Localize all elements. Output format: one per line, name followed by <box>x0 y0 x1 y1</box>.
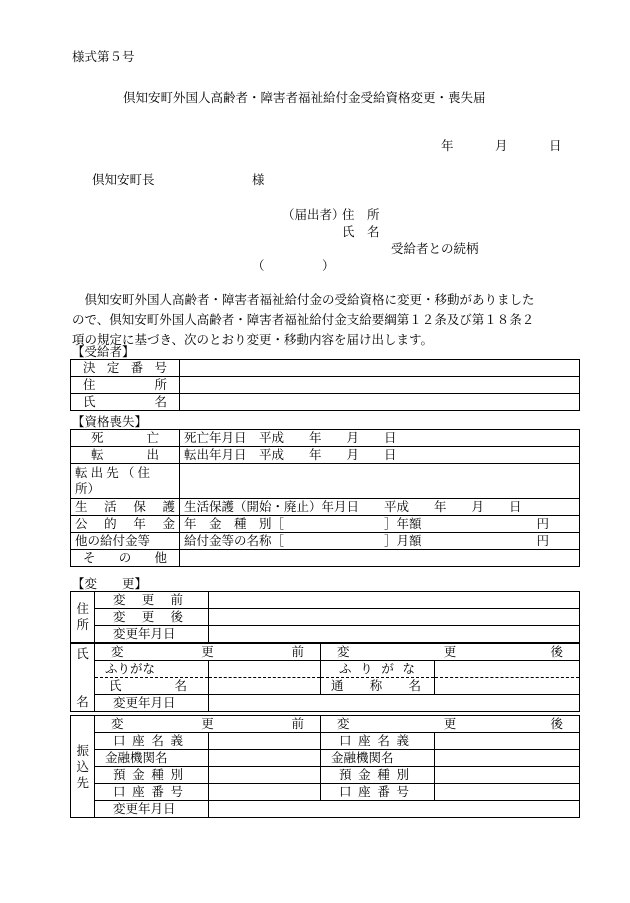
deposit-type-before-field[interactable] <box>209 767 321 784</box>
bank-name-after-label: 金融機関名 <box>321 750 435 767</box>
table-row <box>71 626 580 643</box>
name-before-field[interactable] <box>209 678 321 695</box>
other-benefit-text: 給付金等の名称［ ］月額 円 <box>180 533 580 550</box>
form-title: 倶知安町外国人高齢者・障害者福祉給付金受給資格変更・喪失届 <box>123 90 486 105</box>
body-line-1: 倶知安町外国人高齢者・障害者福祉給付金の受給資格に変更・移動がありました <box>84 292 535 307</box>
table-row <box>71 430 580 447</box>
address-before-label: 変 更 前 <box>95 592 209 609</box>
change-address-table <box>70 591 580 643</box>
loss-table <box>70 429 580 567</box>
account-number-before-field[interactable] <box>209 784 321 801</box>
decision-number-label: 決 定 番 号 <box>71 360 180 377</box>
bank-name-before-field[interactable] <box>209 750 321 767</box>
table-row <box>71 733 580 750</box>
address-date-field[interactable] <box>209 626 580 643</box>
name-group-label: 氏 名 <box>71 644 95 712</box>
welfare-date-text: 生活保護（開始・廃止）年月日 平成 年 月 日 <box>180 499 580 516</box>
account-holder-after-label: 口 座 名 義 <box>321 733 435 750</box>
loss-heading: 【資格喪失】 <box>72 414 148 429</box>
table-row <box>71 592 580 609</box>
date-month: 月 <box>495 138 508 153</box>
bank-date-field[interactable] <box>209 801 580 818</box>
furigana-before-field[interactable] <box>209 661 321 678</box>
account-number-after-label: 口 座 番 号 <box>321 784 435 801</box>
deposit-type-after-label: 預 金 種 別 <box>321 767 435 784</box>
name-date-label: 変更年月日 <box>95 695 209 712</box>
death-date-text: 死亡年月日 平成 年 月 日 <box>180 430 580 447</box>
date-year: 年 <box>441 138 454 153</box>
pension-label: 公 的 年 金 <box>71 516 180 533</box>
alias-label: 通 称 名 <box>321 678 435 695</box>
destination-field[interactable] <box>180 464 580 499</box>
table-row <box>71 550 580 567</box>
deposit-type-after-field[interactable] <box>435 767 580 784</box>
table-row <box>71 447 580 464</box>
relation-paren-close: ） <box>322 258 335 273</box>
table-row <box>71 801 580 818</box>
recipient-name-label: 氏 名 <box>71 394 180 411</box>
body-line-3: 項の規定に基づき、次のとおり変更・移動内容を届け出します。 <box>72 332 434 347</box>
table-row <box>71 377 580 394</box>
deposit-type-label: 預 金 種 別 <box>95 767 209 784</box>
table-row <box>71 750 580 767</box>
table-row <box>71 695 580 712</box>
name-label: 氏 名 <box>95 678 209 695</box>
pension-text: 年 金 種 別［ ］年額 円 <box>180 516 580 533</box>
bank-before-header: 変 更 前 <box>95 716 321 733</box>
account-number-after-field[interactable] <box>435 784 580 801</box>
addressee-name: 倶知安町長 <box>92 172 155 187</box>
address-after-field[interactable] <box>209 609 580 626</box>
bank-date-label: 変更年月日 <box>95 801 209 818</box>
bank-after-header: 変 更 後 <box>321 716 580 733</box>
notifier-role: （届出者） <box>282 207 345 222</box>
form-number: 様式第５号 <box>72 49 135 64</box>
table-row <box>71 678 580 695</box>
addressee-suffix: 様 <box>252 172 265 187</box>
bank-name-after-field[interactable] <box>435 750 580 767</box>
notifier-name-label: 氏 名 <box>342 224 380 239</box>
other-benefit-label: 他の給付金等 <box>71 533 180 550</box>
account-number-label: 口 座 番 号 <box>95 784 209 801</box>
table-row <box>71 533 580 550</box>
change-name-table <box>70 643 580 712</box>
other-label: そ の 他 <box>71 550 180 567</box>
furigana-after-label: ふ り が な <box>321 661 435 678</box>
table-row <box>71 516 580 533</box>
address-after-label: 変 更 後 <box>95 609 209 626</box>
bank-name-label: 金融機関名 <box>95 750 209 767</box>
table-row <box>71 644 580 661</box>
address-date-label: 変更年月日 <box>95 626 209 643</box>
name-before-header: 変 更 前 <box>95 644 321 661</box>
table-row <box>71 499 580 516</box>
address-group-label: 住所 <box>71 592 95 643</box>
account-holder-before-field[interactable] <box>209 733 321 750</box>
change-heading: 【変 更】 <box>72 576 148 591</box>
moveout-label: 転 出 <box>71 447 180 464</box>
destination-label: 転出先（住 所） <box>71 464 180 499</box>
table-row <box>71 394 580 411</box>
table-row <box>71 609 580 626</box>
recipient-address-label: 住 所 <box>71 377 180 394</box>
notifier-relation-label: 受給者との続柄 <box>391 241 479 256</box>
address-before-field[interactable] <box>209 592 580 609</box>
welfare-label: 生 活 保 護 <box>71 499 180 516</box>
furigana-label: ふりがな <box>95 661 209 678</box>
recipient-name-field[interactable] <box>180 394 580 411</box>
alias-field[interactable] <box>435 678 580 695</box>
furigana-after-field[interactable] <box>435 661 580 678</box>
recipient-heading: 【受給者】 <box>72 344 135 359</box>
table-row <box>71 784 580 801</box>
body-paragraph <box>72 290 584 350</box>
moveout-date-text: 転出年月日 平成 年 月 日 <box>180 447 580 464</box>
table-row <box>71 464 580 499</box>
body-line-2: ので、倶知安町外国人高齢者・障害者福祉給付金支給要綱第１２条及び第１８条２ <box>72 312 535 327</box>
account-holder-label: 口 座 名 義 <box>95 733 209 750</box>
recipient-address-field[interactable] <box>180 377 580 394</box>
table-row <box>71 767 580 784</box>
table-row <box>71 360 580 377</box>
bank-group-label: 振込先 <box>71 716 95 818</box>
relation-paren-open: （ <box>252 258 265 273</box>
name-after-header: 変 更 後 <box>321 644 580 661</box>
decision-number-field[interactable] <box>180 360 580 377</box>
table-row <box>71 716 580 733</box>
date-day: 日 <box>549 138 562 153</box>
change-bank-table <box>70 715 580 818</box>
table-row <box>71 661 580 678</box>
account-holder-after-field[interactable] <box>435 733 580 750</box>
recipient-table <box>70 359 580 411</box>
other-field[interactable] <box>180 550 580 567</box>
notifier-address-label: 住 所 <box>342 207 380 222</box>
name-date-field[interactable] <box>209 695 580 712</box>
death-label: 死 亡 <box>71 430 180 447</box>
